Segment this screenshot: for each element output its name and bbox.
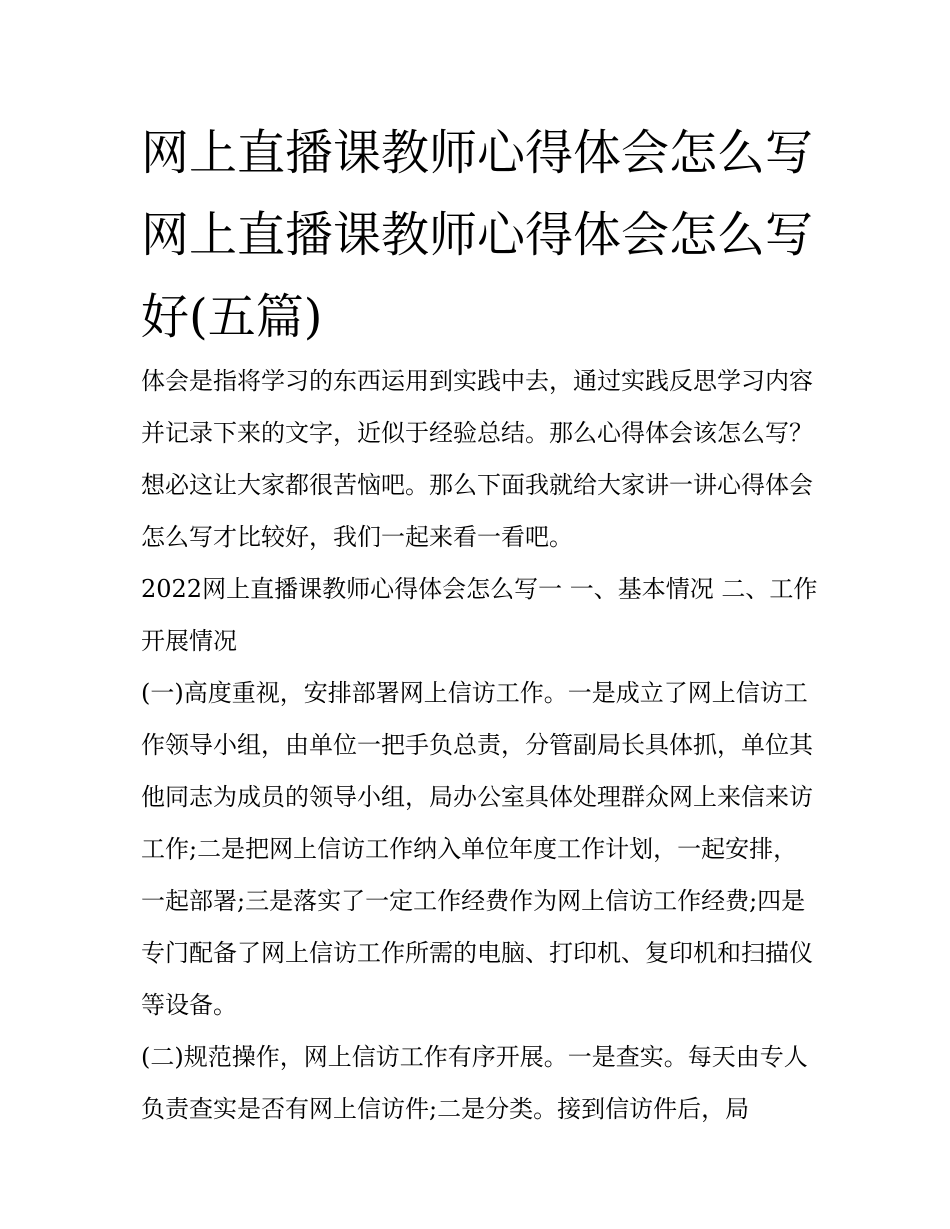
paragraph-section-heading: 2022网上直播课教师心得体会怎么写一 一、基本情况 二、工作开展情况 — [141, 575, 818, 655]
paragraph-section-one: (一)高度重视，安排部署网上信访工作。一是成立了网上信访工作领导小组，由单位一把手负总责，分管副局长具体抓，单位其他同志为成员的领导小组，局办公室具体处理群众网上来信来访工作;二是把网上信访工作纳入单位年度工作计划，一起安排，一起部署;三是落实了一定工作经费作为网上信访工作经费;四是专门配备了网上信访工作所需的电脑、打印机、复印机和扫描仪等设备。 — [141, 679, 813, 1019]
document-body — [141, 355, 821, 1135]
paragraph-intro: 体会是指将学习的东西运用到实践中去，通过实践反思学习内容并记录下来的文字，近似于经验总结。那么心得体会该怎么写？想必这让大家都很苦恼吧。那么下面我就给大家讲一讲心得体会怎么写才比较好，我们一起来看一看吧。 — [141, 367, 813, 551]
paragraph-section-two: (二)规范操作，网上信访工作有序开展。一是查实。每天由专人负责查实是否有网上信访件;二是分类。接到信访件后，局 — [141, 1043, 808, 1123]
document-title: 网上直播课教师心得体会怎么写 网上直播课教师心得体会怎么写好(五篇) — [141, 125, 814, 345]
